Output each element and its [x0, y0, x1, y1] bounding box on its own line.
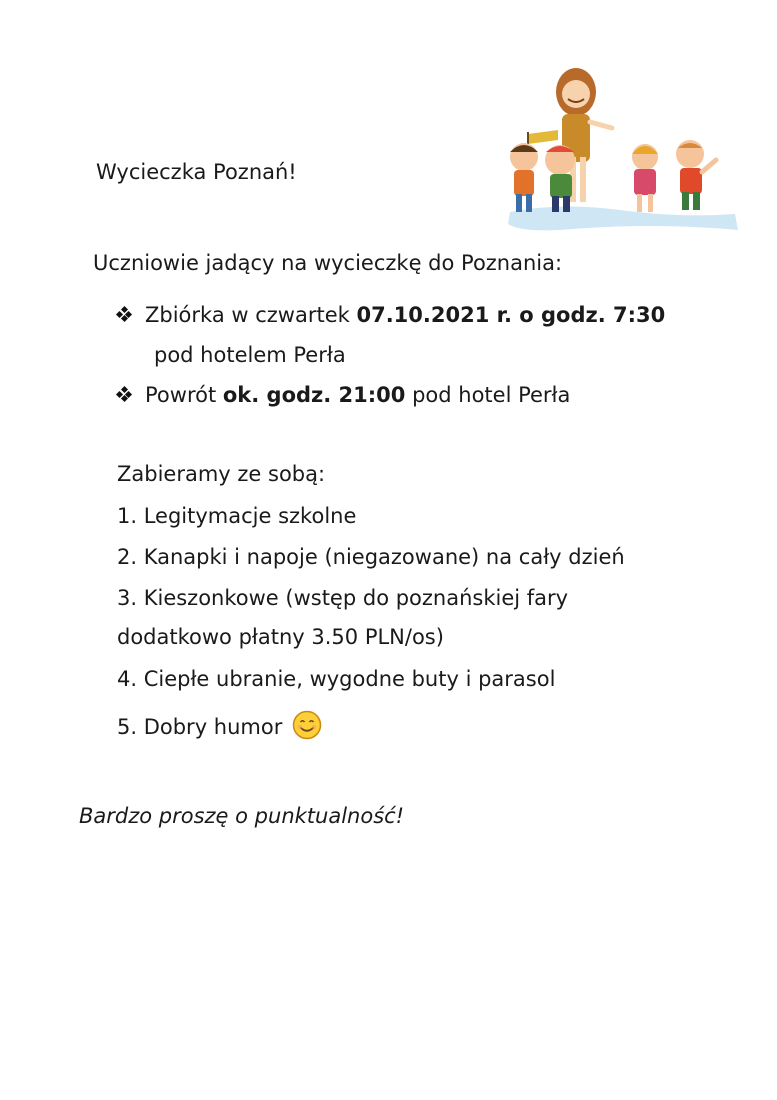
bullet-item-meeting — [117, 303, 665, 327]
closing-note: Bardzo proszę o punktualność! — [79, 804, 405, 828]
bullet-meeting-datetime: 07.10.2021 r. o godz. 7:30 — [356, 303, 666, 327]
bullet-meeting-text: Zbiórka w czwartek — [145, 303, 357, 327]
page-title: Wycieczka Poznań! — [96, 160, 297, 184]
list-item: 3. Kieszonkowe (wstęp do poznańskiej fary — [117, 586, 569, 610]
list-item: 1. Legitymacje szkolne — [117, 504, 357, 528]
teacher-children-illustration — [500, 62, 740, 237]
bullet-item-return — [117, 383, 570, 407]
four-diamond-bullet-icon — [117, 387, 131, 401]
list-item-text: 5. Dobry humor — [117, 715, 283, 739]
list-item-continuation: dodatkowo płatny 3.50 PLN/os) — [117, 625, 444, 649]
list-item: 2. Kanapki i napoje (niegazowane) na cały dzień — [117, 545, 625, 569]
smiley-face-icon — [292, 710, 322, 740]
intro-text: Uczniowie jadący na wycieczkę do Poznania: — [93, 251, 563, 275]
list-item-humor — [117, 710, 322, 740]
bullet-meeting-place: pod hotelem Perła — [154, 343, 346, 367]
packing-heading: Zabieramy ze sobą: — [117, 462, 326, 486]
bullet-return-text: Powrót — [145, 383, 223, 407]
list-item: 4. Ciepłe ubranie, wygodne buty i parasol — [117, 667, 556, 691]
bullet-return-place: pod hotel Perła — [405, 383, 571, 407]
bullet-return-time: ok. godz. 21:00 — [222, 383, 406, 407]
four-diamond-bullet-icon — [117, 307, 131, 321]
